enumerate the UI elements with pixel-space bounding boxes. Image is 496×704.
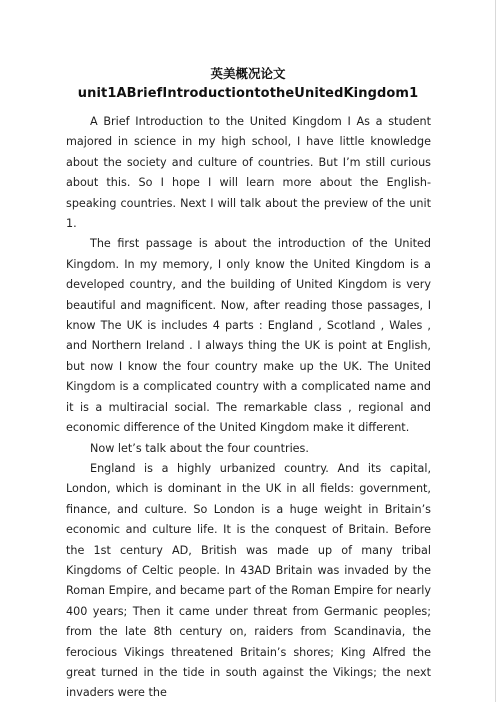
paragraph-four-countries: Now let’s talk about the four countries.	[90, 441, 309, 455]
document-title-chinese: 英美概况论文	[210, 66, 286, 81]
paragraph-england: England is a highly urbanized country. And its capital, London, which is dominant in the UK in all fields: government, finance, and culture. So London is a huge weight in Britain’s economic and culture life. It is the conquest of Britain. Before the 1st century AD, British was made up of many tribal Kingdoms of Celtic people. In 43AD Britain was invaded by the Roman Empire, and became part of the Roman Empire for nearly 400 years; Then it came under threat from Germanic peoples; from the late 8th century on, raiders from Scandinavia, the ferocious Vikings threatened Britain’s shores; King Alfred the great turned in the tide in south against the Vikings; the next invaders were the	[66, 461, 431, 700]
document-body	[66, 112, 431, 704]
document-title-english: unit1ABriefIntroductiontotheUnitedKingdom1	[77, 86, 419, 101]
paragraph-first-passage: The first passage is about the introduction of the United Kingdom. In my memory, I only know the United Kingdom is a developed country, and the building of United Kingdom is very beautiful and magnificent. Now, after reading those passages, I know The UK is includes 4 parts : England , Scotland , Wales , and Northern Ireland . I always thing the UK is point at English, but now I know the four country make up the UK. The United Kingdom is a complicated country with a complicated name and it is a multiracial social. The remarkable class , regional and economic difference of the United Kingdom make it different.	[66, 237, 431, 435]
paragraph-intro: A Brief Introduction to the United Kingdom I As a student majored in science in my high school, I have little knowledge about the society and culture of countries. But I’m still curious about this. So I hope I will learn more about the English-speaking countries. Next I will talk about the preview of the unit 1.	[66, 115, 431, 231]
